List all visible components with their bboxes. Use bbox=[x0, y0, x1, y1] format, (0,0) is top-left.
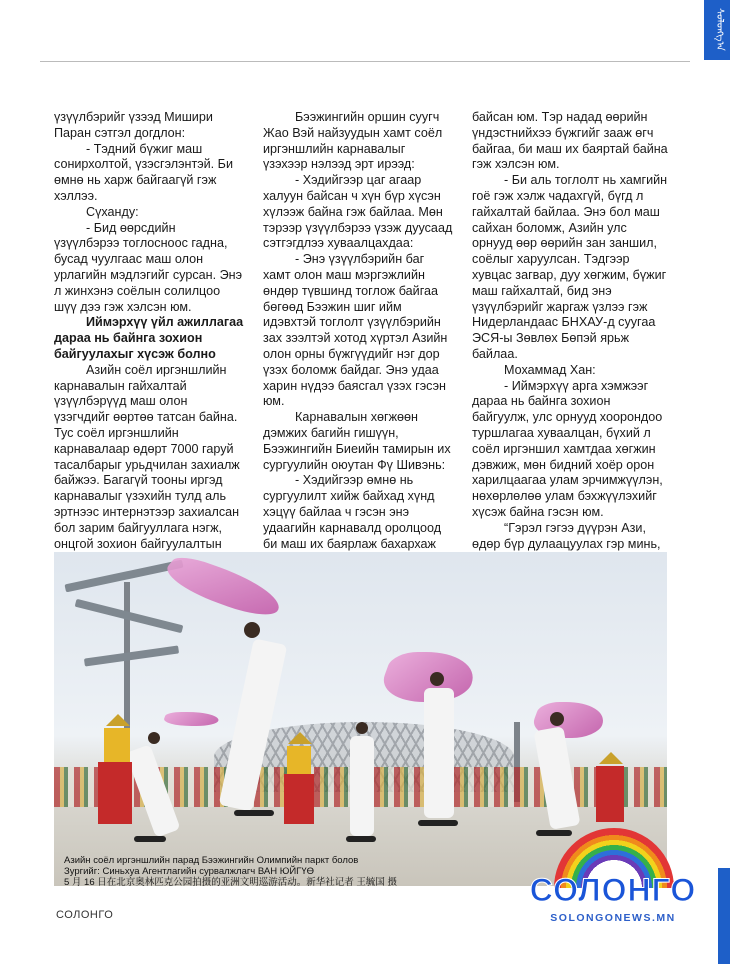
text-column-1 bbox=[54, 110, 244, 584]
paragraph: - Бид өөрсдийн үзүүлбэрээ тоглосноос гадна, бусад чуулгаас маш олон урлагийн мэдлэгийг сурсан. Энэ л жинхэнэ соёлын солилцоо шүү дээ гэж хэлсэн юм. bbox=[54, 220, 243, 314]
paragraph: - Хэдийгээр өмнө нь сургуулилт хийж байхад хүнд хэцүү байлаа ч гэсэн энэ удаагийн карнавалд оролцоод би маш их баярлаж бахархаж bbox=[263, 473, 442, 551]
caption-line: Азийн соёл иргэншлийн парад Бээжингийн Олимпийн паркт болов bbox=[64, 855, 359, 866]
paragraph: - Хэдийгээр цаг агаар халуун байсан ч хүн бүр хүсэн хүлээж байна гэж байлаа. Мөн тэрээр үзүүлбэрээ үзэж дуусаад сэтгэгдлээ хуваалцахдаа: bbox=[263, 173, 453, 251]
paragraph: - Иймэрхүү арга хэмжээг дараа нь байнга зохион байгуулж, улс орнууд хоорондоо туршлагаа хуваалцан, бүхий л соёл иргэншил хамтдаа хөгжин дэвжиж, мөн бидний хоёр орон харилцаагаа улам эрчимжүүлэн, нөхөрлөлөө улам бэхжүүлэхийг хүсэж байна гэсэн юм. bbox=[472, 378, 663, 519]
paragraph: үзүүлбэрийг үзээд Мишири Паран сэтгэл догдлон: bbox=[54, 110, 213, 140]
paragraph: - Би аль тоглолт нь хамгийн гоё гэж хэлж чадахгүй, бүгд л гайхалтай байлаа. Энэ бол маш сайхан боломж, Азийн улс орнууд өөр өөрийн зан заншил, соёлыг харуулсан. Тэдгээр хувцас загвар, дуу хөгжим, бүжиг маш гайхалтай, бид энэ үзүүлбэрийг жаргаж үзлээ гэж Нидерландаас БНХАУ-д суугаа ЭСЯ-ы Зөвлөх Бөпэй ярьж байлаа. bbox=[472, 173, 668, 361]
footer-magazine-name: СОЛОНГО bbox=[56, 909, 114, 921]
caption-line: 5 月 16 日在北京奥林匹克公园拍摄的亚洲文明巡游活动。新华社记者 王毓国 摄 bbox=[64, 877, 398, 888]
paragraph: Бээжингийн оршин суугч Жао Вэй найзуудын хамт соёл иргэншлийн карнавалыг үзэхээр нэлээд эрт ирээд: bbox=[263, 110, 443, 172]
caption-line: Зургийг: Синьхуа Агентлагийн сурвалжлагч ВАН ЮЙГҮӨ bbox=[64, 866, 315, 877]
section-tab bbox=[704, 0, 730, 60]
paragraph: Азийн соёл иргэншлийн карнавалын гайхалтай үзүүлбэрүүд маш олон үзэгчдийг өөртөө татсан байна. Тус соёл иргэншлийн карнавалаар өдөрт 7000 гаруй тасалбарыг урьдчилан захиалж байжээ. Багагүй тооны иргэд карнавалыг үзэхийн тулд аль эртнээс интернэтээр захиалсан бол зарим байгууллага нэгж, онцгой зохион байгуулалтын bbox=[54, 362, 240, 551]
photo-caption bbox=[64, 855, 398, 888]
paragraph: Мохаммад Хан: bbox=[504, 362, 596, 377]
header-rule bbox=[40, 61, 690, 62]
vertical-script-title: ᠰᠣᠯᠣᠩᠭ᠎ᠠ bbox=[714, 8, 725, 51]
solongo-logo bbox=[528, 828, 698, 936]
paragraph: “Гэрэл гэгээ дүүрэн Ази, өдөр бүр дулаацуулах гэр минь, bbox=[472, 521, 668, 711]
logo-subtitle: SOLONGONEWS.MN bbox=[550, 912, 676, 924]
subheading: Иймэрхүү үйл ажиллагаа дараа нь байнга зохион байгуулахыг хүсэж болно bbox=[54, 315, 244, 361]
paragraph: - Энэ үзүүлбэрийн баг хамт олон маш мэргэжлийн өндөр түвшинд тоглож байгаа бөгөөд Бээжин шиг ийм идэвхтэй тоглолт үзүүлбэрийн зах зээлтэй хотод хүртэл Азийн олон орны бүжгүүдийг нэг дор үзэх боломж байдаг. Энэ удаа харин нүдээ баясгал үзэх гэсэн юм. bbox=[263, 252, 448, 409]
paragraph: байсан юм. Тэр надад өөрийн үндэстнийхээ бүжгийг зааж өгч байгаа, би маш их баяртай байна гэж хэлсэн юм. bbox=[472, 110, 668, 172]
paragraph: Карнавалын хөгжөөн дэмжих багийн гишүүн, Бээжингийн Биеийн тамирын их сургуулийн оюутан Фү Шивэнь: bbox=[263, 410, 451, 472]
logo-title: СОЛОНГО bbox=[529, 872, 697, 908]
paragraph: Сүханду: bbox=[86, 204, 139, 219]
footer-accent-bar bbox=[718, 868, 730, 964]
paragraph: - Тэдний бүжиг маш сонирхолтой, үзэсгэлэнтэй. Би өмнө нь харж байгаагүй гэж хэллээ. bbox=[54, 141, 233, 203]
